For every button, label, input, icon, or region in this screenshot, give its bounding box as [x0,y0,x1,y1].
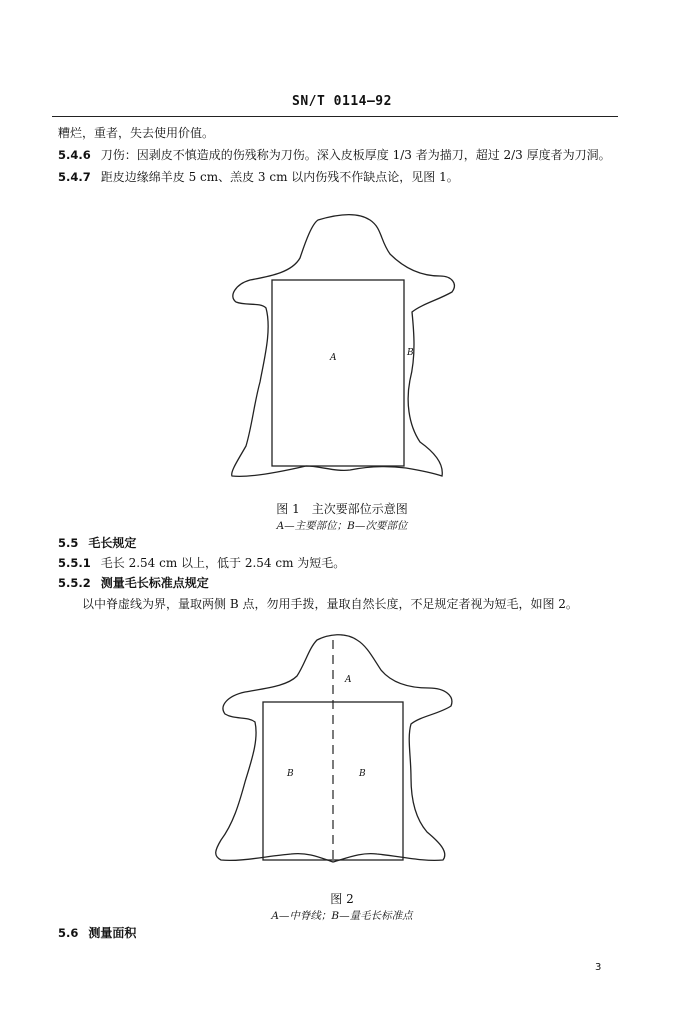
figure-2-legend: A—中脊线；B—量毛长标准点 [271,910,413,922]
clause-5-4-7 [58,170,459,184]
clause-text: 距皮边缘绵羊皮 5 cm、羔皮 3 cm 以内伤残不作缺点论，见图 1。 [100,170,459,184]
paragraph-continuation: 糟烂，重者，失去使用价值。 [58,126,215,140]
label-a: A [345,675,352,685]
clause-number: 5.5.2 [58,576,91,590]
section-title: 毛长规定 [88,536,137,550]
figure-2-pelt-diagram [205,630,460,880]
clause-5-5-2-heading [58,576,209,590]
figure-2-caption: 图 2 [330,892,354,906]
clause-number: 5.4.7 [58,170,91,184]
section-5-6-heading [58,926,136,940]
main-area-rect [272,280,404,466]
clause-number: 5.5.1 [58,556,91,570]
clause-5-5-1 [58,556,345,570]
label-b-right: B [359,769,366,779]
figure-1-caption: 图 1 主次要部位示意图 [276,502,408,516]
page-number: 3 [595,962,602,973]
clause-number: 5.4.6 [58,148,91,162]
figure-1-pelt-diagram [220,210,460,490]
section-title: 测量面积 [88,926,137,940]
pelt-outline [232,215,455,477]
clause-5-5-2-body: 以中脊虚线为界，量取两侧 B 点，勿用手拨，量取自然长度，不足规定者视为短毛，如图 2。 [82,597,578,611]
clause-title: 测量毛长标准点规定 [100,576,209,590]
section-number: 5.5 [58,536,79,550]
document-header: SN/T 0114—92 [292,94,392,109]
clause-5-4-6 [58,148,611,162]
label-a: A [330,353,337,363]
pelt-outline [216,635,452,862]
section-5-5-heading [58,536,136,550]
clause-text: 刀伤：因剥皮不慎造成的伤残称为刀伤。深入皮板厚度 1/3 者为描刀，超过 2/3 厚度者为刀洞。 [100,148,611,162]
label-b-left: B [287,769,294,779]
clause-text: 毛长 2.54 cm 以上，低于 2.54 cm 为短毛。 [100,556,346,570]
figure-1-legend: A—主要部位；B—次要部位 [276,520,408,532]
label-b: B [407,348,414,358]
section-number: 5.6 [58,926,79,940]
header-rule [52,116,618,117]
